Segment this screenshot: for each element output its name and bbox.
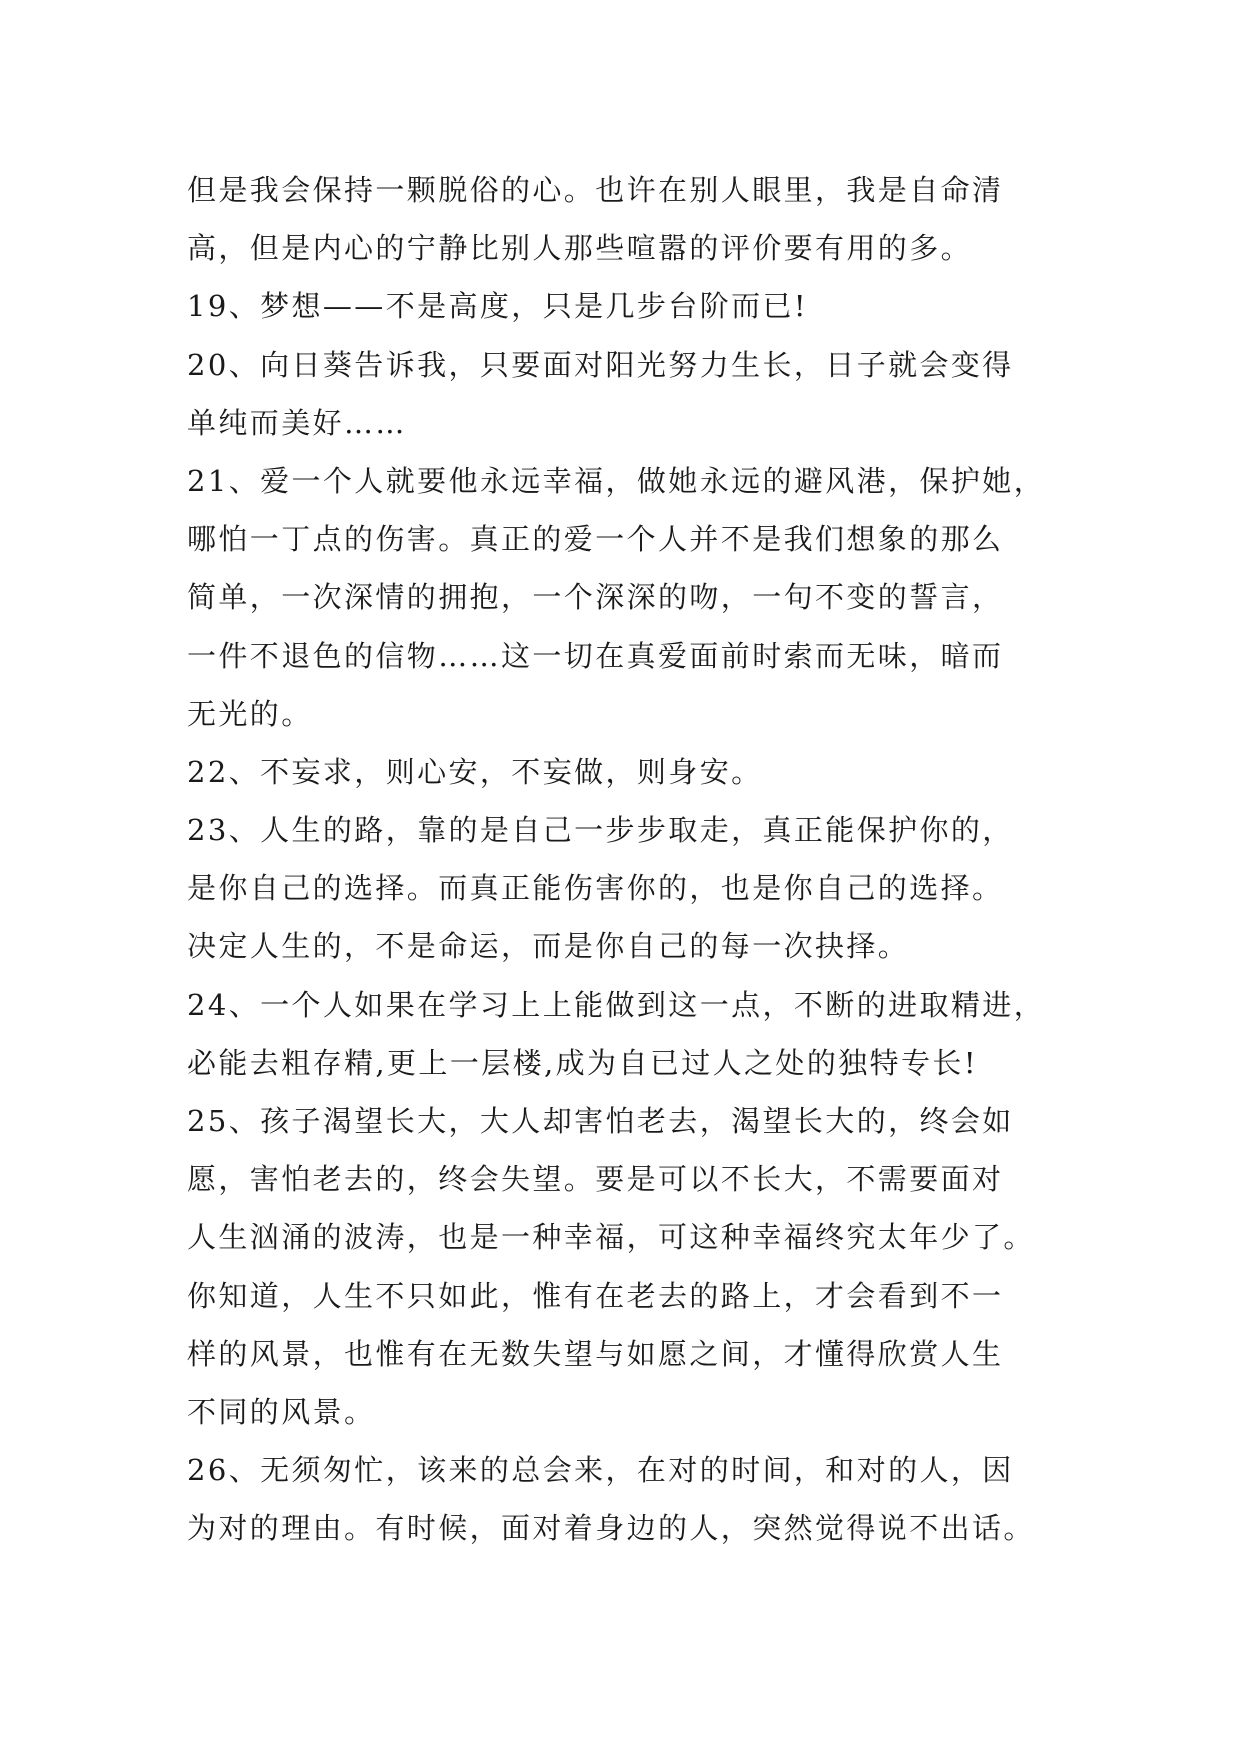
text-line: 21、爱一个人就要他永远幸福，做她永远的避风港，保护她， (187, 463, 1046, 498)
text-line: 25、孩子渴望长大，大人却害怕老去，渴望长大的，终会如 (187, 1104, 1014, 1138)
text-line: 必能去粗存精,更上一层楼,成为自已过人之处的独特专长! (187, 1045, 978, 1080)
document-body (187, 161, 1067, 1558)
text-line: 19、梦想——不是高度，只是几步台阶而已! (187, 289, 808, 324)
text-line: 单纯而美好…… (187, 405, 407, 440)
text-line: 人生汹涌的波涛，也是一种幸福，可这种幸福终究太年少了。 (187, 1220, 1035, 1255)
text-line: 无光的。 (187, 696, 313, 731)
text-line: 24、一个人如果在学习上上能做到这一点，不断的进取精进， (187, 987, 1046, 1022)
text-line: 你知道，人生不只如此，惟有在老去的路上，才会看到不一 (187, 1278, 1004, 1313)
text-line: 愿，害怕老去的，终会失望。要是可以不长大，不需要面对 (187, 1162, 1004, 1197)
text-line: 决定人生的，不是命运，而是你自己的每一次抉择。 (187, 929, 910, 964)
text-line: 22、不妄求，则心安，不妄做，则身安。 (187, 754, 763, 789)
text-line: 23、人生的路，靠的是自己一步步取走，真正能保护你的， (187, 813, 1014, 848)
text-line: 不同的风景。 (187, 1394, 376, 1429)
text-line: 一件不退色的信物……这一切在真爱面前时索而无味，暗而 (187, 638, 1004, 673)
text-line: 样的风景，也惟有在无数失望与如愿之间，才懂得欣赏人生 (187, 1336, 1004, 1371)
text-line: 26、无须匆忙，该来的总会来，在对的时间，和对的人，因 (187, 1453, 1014, 1488)
text-line: 为对的理由。有时候，面对着身边的人，突然觉得说不出话。 (187, 1511, 1035, 1546)
text-line: 哪怕一丁点的伤害。真正的爱一个人并不是我们想象的那么 (187, 522, 1004, 557)
text-line: 是你自己的选择。而真正能伤害你的，也是你自己的选择。 (187, 871, 1004, 906)
text-line: 简单，一次深情的拥抱，一个深深的吻，一句不变的誓言， (187, 580, 1004, 615)
text-line: 但是我会保持一颗脱俗的心。也许在别人眼里，我是自命清 (187, 173, 1004, 207)
text-line: 20、向日葵告诉我，只要面对阳光努力生长，日子就会变得 (187, 347, 1014, 382)
text-line: 高，但是内心的宁静比别人那些喧嚣的评价要有用的多。 (187, 231, 973, 266)
